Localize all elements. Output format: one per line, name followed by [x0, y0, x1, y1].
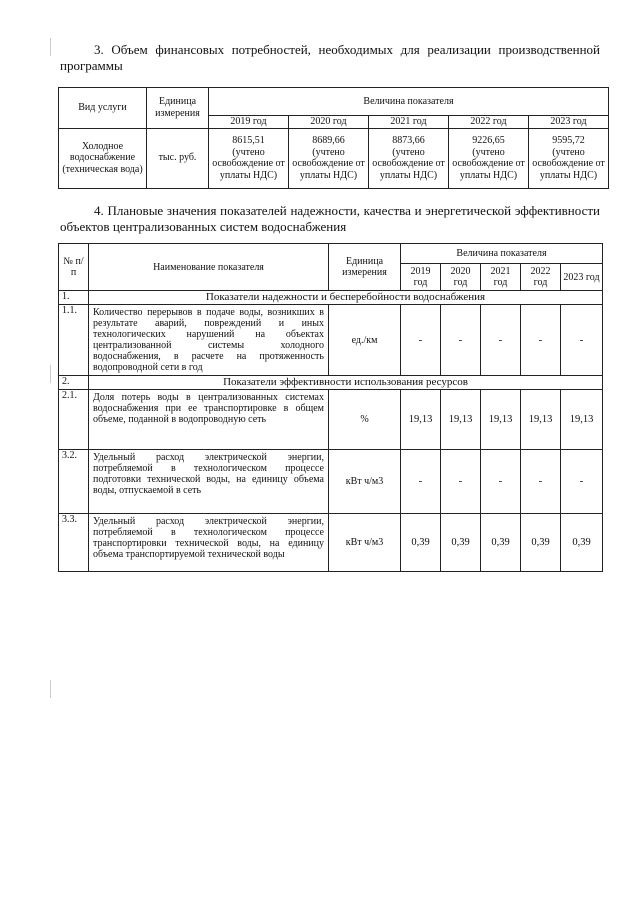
margin-mark	[50, 680, 51, 698]
header-num: № п/п	[59, 244, 89, 291]
table-row	[59, 450, 603, 514]
value-cell: -	[441, 305, 481, 376]
unit-cell: ед./км	[329, 305, 401, 376]
value-cell: 0,39	[561, 514, 603, 572]
year-header: 2019 год	[209, 116, 289, 129]
unit-cell: кВт ч/м3	[329, 514, 401, 572]
value-number: 9595,72	[552, 135, 585, 146]
header-value: Величина показателя	[401, 244, 603, 264]
value-number: 8873,66	[392, 135, 425, 146]
table-row	[59, 514, 603, 572]
row-num: 3.3.	[59, 514, 89, 572]
value-note: (учтено освобождение от уплаты НДС)	[372, 146, 445, 181]
value-cell: -	[481, 305, 521, 376]
section-num: 2.	[59, 376, 89, 390]
value-cell: -	[561, 450, 603, 514]
row-num: 1.1.	[59, 305, 89, 376]
header-name: Наименование показателя	[89, 244, 329, 291]
table-row	[59, 390, 603, 450]
value-cell: 19,13	[401, 390, 441, 450]
year-header: 2023 год	[529, 116, 609, 129]
year-header: 2021 год	[369, 116, 449, 129]
value-note: (учтено освобождение от уплаты НДС)	[212, 146, 285, 181]
value-cell	[209, 128, 289, 188]
value-cell: 0,39	[521, 514, 561, 572]
section-title: Показатели надежности и бесперебойности водоснабжения	[89, 291, 603, 305]
margin-mark	[50, 365, 51, 383]
year-header: 2020 год	[289, 116, 369, 129]
value-cell: 0,39	[401, 514, 441, 572]
table-row	[59, 128, 609, 188]
value-cell: -	[441, 450, 481, 514]
value-cell	[369, 128, 449, 188]
indicator-name: Доля потерь воды в централизованных системах водоснабжения при ее транспортировке в общем объеме, поданной в водопроводную сеть	[89, 390, 329, 450]
value-number: 9226,65	[472, 135, 505, 146]
unit-cell: кВт ч/м3	[329, 450, 401, 514]
value-number: 8615,51	[232, 135, 265, 146]
indicator-name: Количество перерывов в подаче воды, возникших в результате аварий, повреждений и иных технологических нарушений на объектах централизованной системы холодного водоснабжения, в расчете на протяженность водопроводной сети в год	[89, 305, 329, 376]
value-cell: 0,39	[441, 514, 481, 572]
header-service: Вид услуги	[59, 88, 147, 129]
financial-needs-table	[58, 87, 609, 189]
value-cell: 0,39	[481, 514, 521, 572]
year-header: 2020 год	[441, 264, 481, 291]
table-row	[59, 305, 603, 376]
section-3-heading: 3. Объем финансовых потребностей, необходимых для реализации производственной программы	[60, 42, 600, 73]
year-header: 2023 год	[561, 264, 603, 291]
unit-cell: тыс. руб.	[147, 128, 209, 188]
value-cell: -	[401, 450, 441, 514]
value-cell	[289, 128, 369, 188]
value-number: 8689,66	[312, 135, 345, 146]
value-cell: -	[481, 450, 521, 514]
value-note: (учтено освобождение от уплаты НДС)	[532, 146, 605, 181]
unit-cell: %	[329, 390, 401, 450]
value-cell	[529, 128, 609, 188]
value-note: (учтено освобождение от уплаты НДС)	[452, 146, 525, 181]
value-cell: 19,13	[561, 390, 603, 450]
header-unit: Единица измерения	[147, 88, 209, 129]
indicators-table	[58, 243, 603, 572]
value-cell: -	[561, 305, 603, 376]
value-cell: 19,13	[521, 390, 561, 450]
header-value: Величина показателя	[209, 88, 609, 116]
section-num: 1.	[59, 291, 89, 305]
year-header: 2021 год	[481, 264, 521, 291]
service-name: Холодное водоснабжение (техническая вода)	[59, 128, 147, 188]
value-cell: -	[521, 305, 561, 376]
year-header: 2022 год	[449, 116, 529, 129]
value-cell: 19,13	[441, 390, 481, 450]
header-unit: Единица измерения	[329, 244, 401, 291]
value-cell: 19,13	[481, 390, 521, 450]
indicator-name: Удельный расход электрической энергии, потребляемой в технологическом процессе транспортировки технической воды, на единицу объема транспортируемой технической воды	[89, 514, 329, 572]
row-num: 3.2.	[59, 450, 89, 514]
margin-mark	[50, 38, 51, 56]
value-note: (учтено освобождение от уплаты НДС)	[292, 146, 365, 181]
value-cell: -	[521, 450, 561, 514]
indicator-name: Удельный расход электрической энергии, потребляемой в технологическом процессе подготовки технической воды, на единицу объема воды, отпускаемой в сеть	[89, 450, 329, 514]
row-num: 2.1.	[59, 390, 89, 450]
value-cell	[449, 128, 529, 188]
year-header: 2019 год	[401, 264, 441, 291]
value-cell: -	[401, 305, 441, 376]
section-4-heading: 4. Плановые значения показателей надежности, качества и энергетической эффективности объектов централизованных систем водоснабжения	[60, 203, 600, 234]
section-title: Показатели эффективности использования ресурсов	[89, 376, 603, 390]
year-header: 2022 год	[521, 264, 561, 291]
